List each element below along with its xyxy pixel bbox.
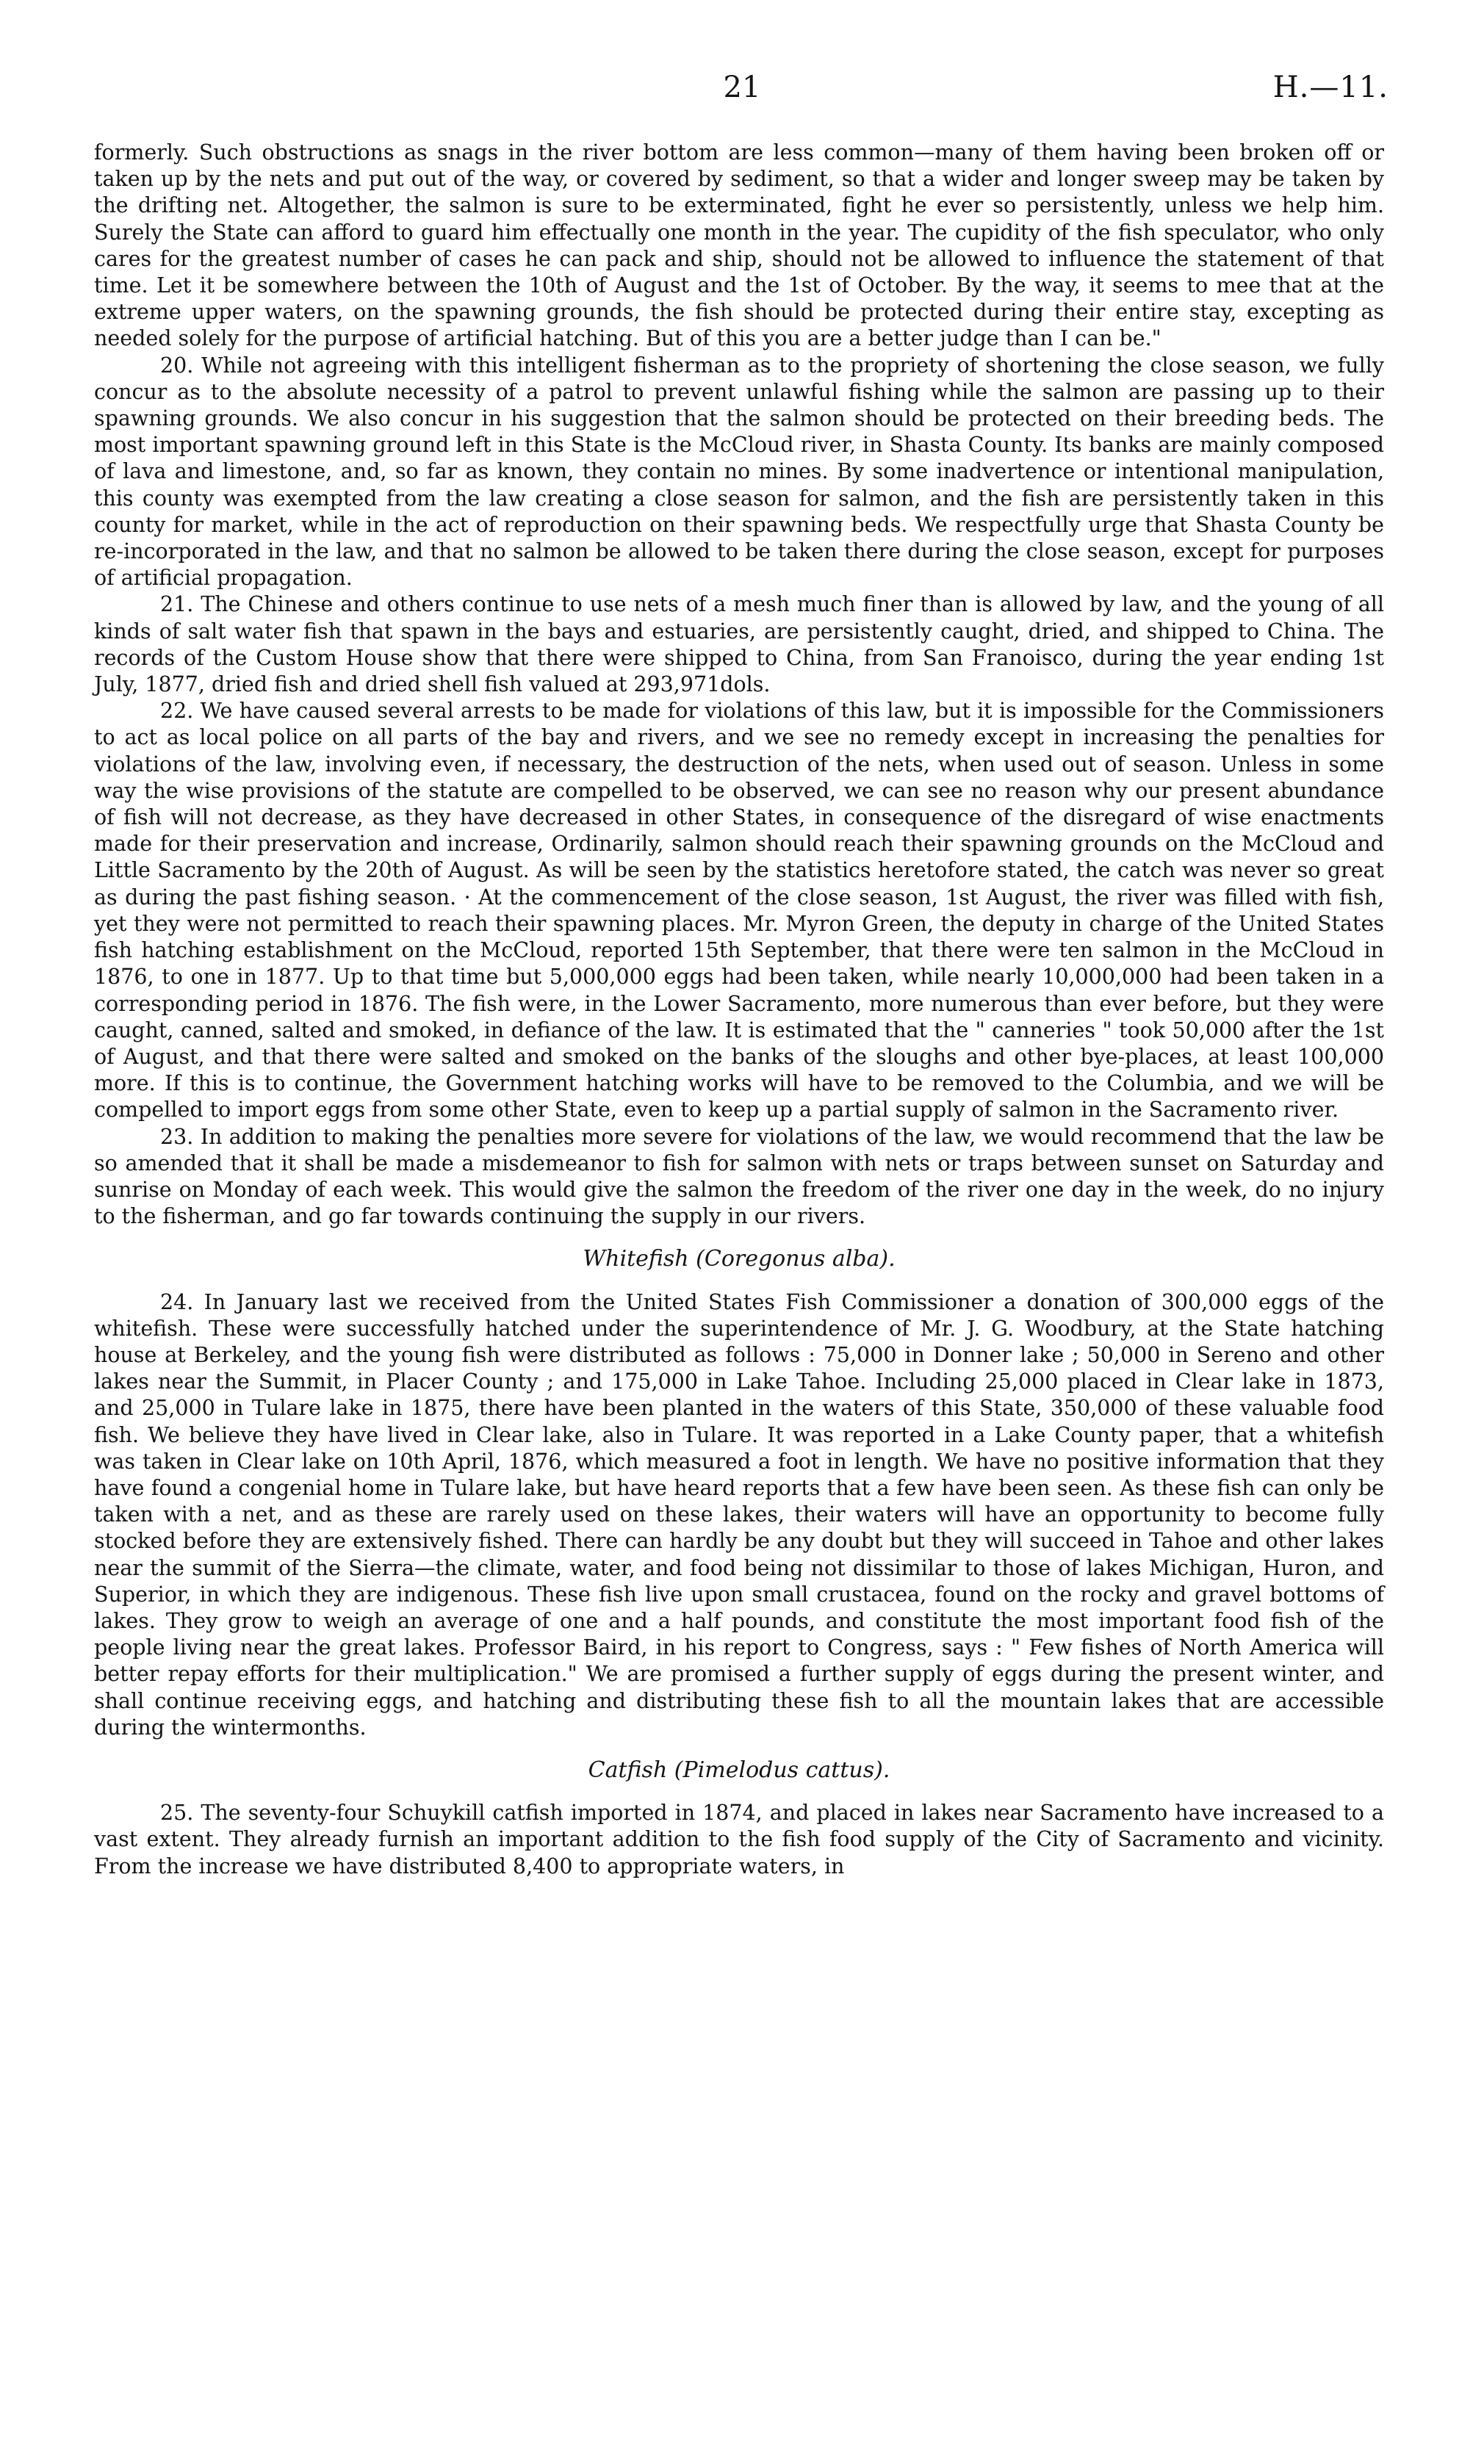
page-number: 21 — [723, 71, 761, 104]
paragraph-continuation: formerly. Such obstructions as snags in the river bottom are less common—many of them having been broken off or taken up by the nets and put out of the way, or covered by sediment, so that a wider and longer sweep may be taken by the drifting net. Altogether, the salmon is sure to be exterminated, fight he ever so persistently, unless we help him. Surely the State can afford to guard him effectually one month in the year. The cupidity of the fish speculator, who only cares for the greatest number of cases he can pack and ship, should not be allowed to influence the statement of that time. Let it be somewhere between the 10th of August and the 1st of October. By the way, it seems to mee that at the extreme upper waters, on the spawning grounds, the fish should be protected during their entire stay, excepting as needed solely for the purpose of artificial hatching. But of this you are a better judge than I can be." — [94, 140, 1384, 351]
body-text — [94, 140, 1384, 1880]
section-heading-catfish: Catfish (Pimelodus cattus). — [588, 1757, 890, 1783]
paragraph-21: 21. The Chinese and others continue to use nets of a mesh much finer than is allowed by law, and the young of all kinds of salt water fish that spawn in the bays and estuaries, are persistently caught, dried, and shipped to China. The records of the Custom House show that there were shipped to China, from San Franoisco, during the year ending 1st July, 1877, dried fish and dried shell fish valued at 293,971dols. — [94, 592, 1384, 697]
paragraph-25: 25. The seventy-four Schuykill catfish imported in 1874, and placed in lakes near Sacramento have increased to a vast extent. They already furnish an important addition to the fish food supply of the City of Sacramento and vicinity. From the increase we have distributed 8,400 to appropriate waters, in — [94, 1801, 1384, 1878]
paragraph-23: 23. In addition to making the penalties more severe for violations of the law, we would recommend that the law be so amended that it shall be made a misdemeanor to fish for salmon with nets or traps between sunset on Saturday and sunrise on Monday of each week. This would give the salmon the freedom of the river one day in the week, do no injury to the fisherman, and go far towards continuing the supply in our rivers. — [94, 1124, 1384, 1229]
paragraph-20: 20. While not agreeing with this intelligent fisherman as to the propriety of shortening the close season, we fully concur as to the absolute necessity of a patrol to prevent unlawful fishing while the salmon are passing up to their spawning grounds. We also concur in his suggestion that the salmon should be protected on their breeding beds. The most important spawning ground left in this State is the McCloud river, in Shasta County. Its banks are mainly composed of lava and limestone, and, so far as known, they contain no mines. By some inadvertence or intentional manipulation, this county was exempted from the law creating a close season for salmon, and the fish are persistently taken in this county for market, while in the act of reproduction on their spawning beds. We respectfully urge that Shasta County be re-incorporated in the law, and that no salmon be allowed to be taken there during the close season, except for purposes of artificial propagation. — [94, 353, 1384, 591]
section-heading-whitefish: Whitefish (Coregonus alba). — [583, 1246, 896, 1272]
paragraph-24: 24. In January last we received from the United States Fish Commissioner a donation of 300,000 eggs of the whitefish. These were successfully hatched under the superintendence of Mr. J. G. Woodbury, at the State hatching house at Berkeley, and the young fish were distributed as follows : 75,000 in Donner lake ; 50,000 in Sereno and other lakes near the Summit, in Placer County ; and 175,000 in Lake Tahoe. Including 25,000 placed in Clear lake in 1873, and 25,000 in Tulare lake in 1875, there have been planted in the waters of this State, 350,000 of these valuable food fish. We believe they have lived in Clear lake, also in Tulare. It was reported in a Lake County paper, that a whitefish was taken in Clear lake on 10th April, 1876, which measured a foot in length. We have no positive information that they have found a congenial home in Tulare lake, but have heard reports that a few have been seen. As these fish can only be taken with a net, and as these are rarely used on these lakes, their waters will have an opportunity to become fully stocked before they are extensively fished. There can hardly be any doubt but they will succeed in Tahoe and other lakes near the summit of the Sierra—the climate, water, and food being not dissimilar to those of lakes Michigan, Huron, and Superior, in which they are indigenous. These fish live upon small crustacea, found on the rocky and gravel bottoms of lakes. They grow to weigh an average of one and a half pounds, and constitute the most important food fish of the people living near the great lakes. Professor Baird, in his report to Congress, says : " Few fishes of North America will better repay efforts for their multiplication." We are promised a further supply of eggs during the present winter, and shall continue receiving eggs, and hatching and distributing these fish to all the mountain lakes that are accessible during the wintermonths. — [94, 1289, 1384, 1740]
report-reference: H.—11. — [1272, 71, 1388, 104]
paragraph-22: 22. We have caused several arrests to be made for violations of this law, but it is impossible for the Commissioners to act as local police on all parts of the bay and rivers, and we see no remedy except in increasing the penalties for violations of the law, involving even, if necessary, the destruction of the nets, when used out of season. Unless in some way the wise provisions of the statute are compelled to be observed, we can see no reason why our present abundance of fish will not decrease, as they have decreased in other States, in consequence of the disregard of wise enactments made for their preservation and increase, Ordinarily, salmon should reach their spawning grounds on the McCloud and Little Sacramento by the 20th of August. As will be seen by the statistics heretofore stated, the catch was never so great as during the past fishing season. · At the commencement of the close season, 1st August, the river was filled with fish, yet they were not permitted to reach their spawning places. Mr. Myron Green, the deputy in charge of the United States fish hatching establishment on the McCloud, reported 15th September, that there were ten salmon in the McCloud in 1876, to one in 1877. Up to that time but 5,000,000 eggs had been taken, while nearly 10,000,000 had been taken in a corresponding period in 1876. The fish were, in the Lower Sacramento, more numerous than ever before, but they were caught, canned, salted and smoked, in defiance of the law. It is estimated that the " canneries " took 50,000 after the 1st of August, and that there were salted and smoked on the banks of the sloughs and other bye-places, at least 100,000 more. If this is to continue, the Government hatching works will have to be removed to the Columbia, and we will be compelled to import eggs from some other State, even to keep up a partial supply of salmon in the Sacramento river. — [94, 699, 1384, 1123]
